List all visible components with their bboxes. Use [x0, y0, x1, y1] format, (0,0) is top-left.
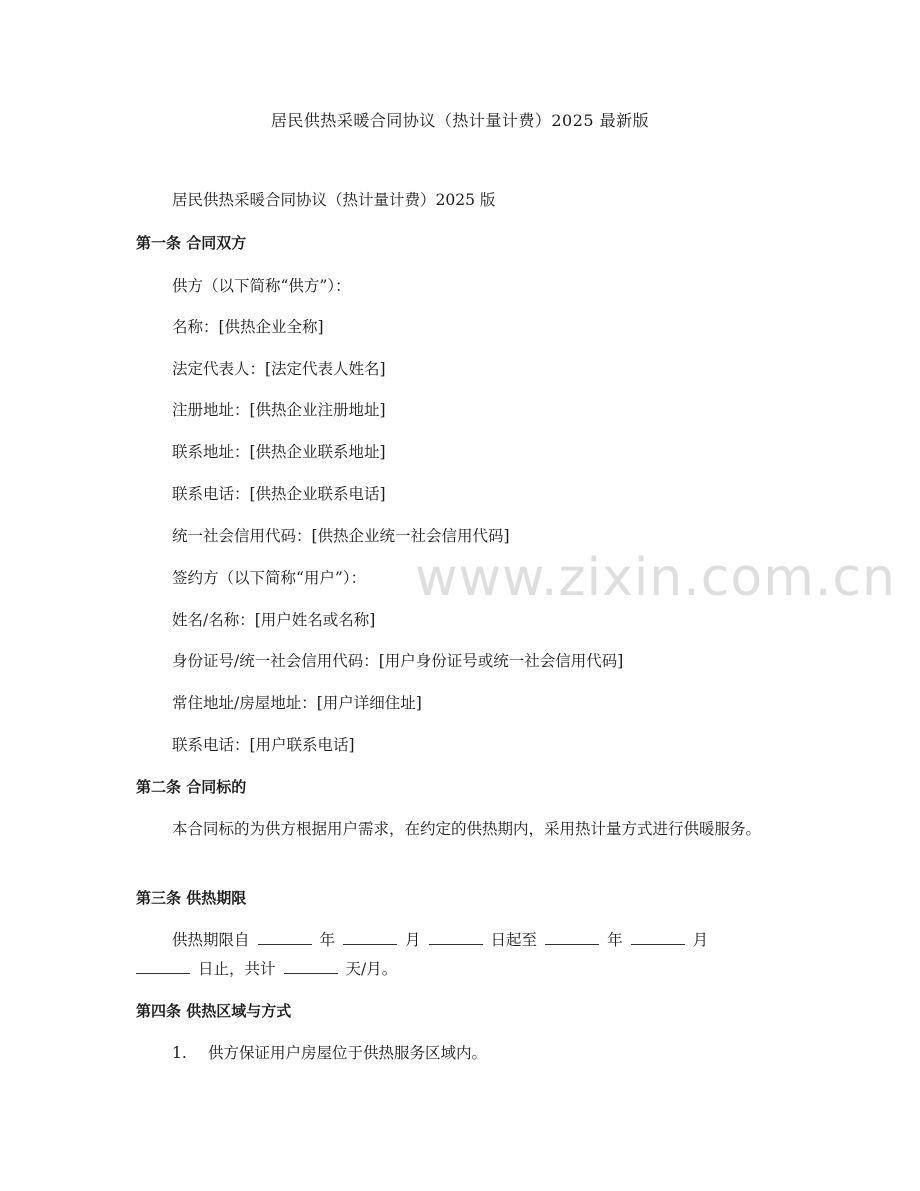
supply-period-line2 — [136, 959, 397, 979]
supply-period-line1 — [172, 930, 708, 950]
document-title: 居民供热采暖合同协议（热计量计费）2025 最新版 — [270, 111, 650, 130]
blank-start-day — [429, 930, 483, 945]
section4-item1 — [172, 1043, 487, 1063]
period-day1: 日起至 — [490, 931, 538, 949]
period-unit: 天/月。 — [345, 960, 398, 978]
user-id-number: 身份证号/统一社会信用代码：[用户身份证号或统一社会信用代码] — [172, 652, 624, 670]
period-month1: 月 — [405, 931, 421, 949]
supplier-registered-address: 注册地址：[供热企业注册地址] — [172, 401, 386, 419]
user-phone: 联系电话：[用户联系电话] — [172, 736, 355, 754]
supplier-phone: 联系电话：[供热企业联系电话] — [172, 485, 386, 503]
document-subtitle: 居民供热采暖合同协议（热计量计费）2025 版 — [172, 191, 496, 209]
supplier-label: 供方（以下简称“供方”）： — [172, 277, 351, 295]
section2-heading: 第二条 合同标的 — [136, 778, 247, 796]
user-label: 签约方（以下简称“用户”）： — [172, 569, 367, 587]
item-text: 供方保证用户房屋位于供热服务区域内。 — [208, 1044, 488, 1062]
blank-end-month — [631, 930, 685, 945]
supplier-contact-address: 联系地址：[供热企业联系地址] — [172, 443, 386, 461]
period-month2: 月 — [692, 931, 709, 949]
watermark: www.zixin.com.cn — [415, 548, 896, 608]
section2-paragraph: 本合同标的为供方根据用户需求，在约定的供热期内，采用热计量方式进行供暖服务。 — [172, 820, 762, 838]
supplier-legal-rep: 法定代表人：[法定代表人姓名] — [172, 360, 386, 378]
blank-start-month — [343, 930, 397, 945]
supplier-credit-code: 统一社会信用代码：[供热企业统一社会信用代码] — [172, 527, 510, 545]
period-year2: 年 — [607, 931, 623, 949]
section4-heading: 第四条 供热区域与方式 — [136, 1002, 292, 1020]
user-name: 姓名/名称：[用户姓名或名称] — [172, 611, 376, 629]
blank-start-year — [258, 930, 312, 945]
blank-end-day — [136, 959, 190, 974]
section1-heading: 第一条 合同双方 — [136, 234, 247, 252]
blank-end-year — [545, 930, 599, 945]
period-day2: 日止，共计 — [198, 960, 276, 978]
section3-heading: 第三条 供热期限 — [136, 889, 247, 907]
user-address: 常住地址/房屋地址：[用户详细住址] — [172, 694, 422, 712]
item-number: 1. — [172, 1044, 187, 1062]
supplier-name: 名称：[供热企业全称] — [172, 318, 324, 336]
period-prefix: 供热期限自 — [172, 931, 250, 949]
blank-total — [284, 959, 338, 974]
period-year1: 年 — [319, 931, 336, 949]
